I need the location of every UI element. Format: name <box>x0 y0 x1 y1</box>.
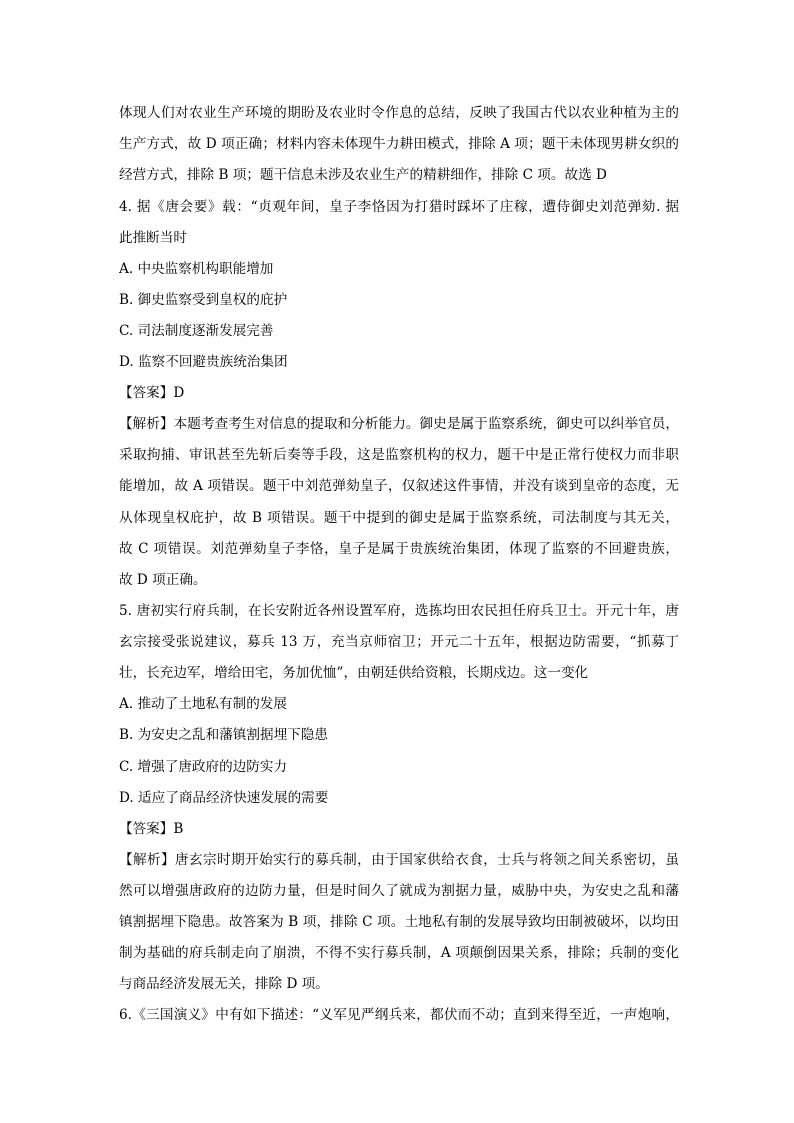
text-line: 体现人们对农业生产环境的期盼及农业时令作息的总结，反映了我国古代以农业种植为主的 <box>119 105 679 121</box>
analysis-text: 然可以增强唐政府的边防力量，但是时间久了就成为割据力量，威胁中央，为安史之乱和藩 <box>119 883 679 899</box>
option-c: C. 增强了唐政府的边防实力 <box>119 759 288 775</box>
analysis-text: 能增加，故 A 项错误。题干中刘范弹劾皇子，仅叙述这件事情，并没有谈到皇帝的态度，无 <box>119 478 679 494</box>
text-line: 生产方式，故 D 项正确；材料内容未体现牛力耕田模式，排除 A 项；题干未体现男耕女织的 <box>119 136 679 152</box>
option-a: A. 推动了土地私有制的发展 <box>119 696 287 712</box>
analysis-text: 镇割据埋下隐患。故答案为 B 项，排除 C 项。土地私有制的发展导致均田制被破坏，以均田 <box>119 914 679 930</box>
option-b: B. 御史监察受到皇权的庇护 <box>119 292 288 308</box>
analysis-text: 采取拘捕、审讯甚至先斩后奏等手段，这是监察机构的权力，题干中是正常行使权力而非职 <box>119 447 679 463</box>
question-4-stem: 4. 据《唐会要》载：“贞观年间，皇子李恪因为打猎时踩坏了庄稼，遭侍御史刘范弹劾. 据 <box>119 199 679 215</box>
option-d: D. 适应了商品经济快速发展的需要 <box>119 790 329 806</box>
option-c: C. 司法制度逐渐发展完善 <box>119 323 274 339</box>
answer-label: 【答案】B <box>119 821 184 837</box>
option-a: A. 中央监察机构职能增加 <box>119 261 274 277</box>
question-4-stem: 此推断当时 <box>119 230 187 246</box>
option-d: D. 监察不回避贵族统治集团 <box>119 354 288 370</box>
analysis-text: 从体现皇权庇护，故 B 项错误。题干中提到的御史是属于监察系统，司法制度与其无关， <box>119 510 679 526</box>
analysis-text: 【解析】唐玄宗时期开始实行的募兵制，由于国家供给衣食，士兵与将领之间关系密切，虽 <box>119 852 679 868</box>
question-5-stem: 壮，长充边军，增给田宅，务加优恤”，由朝廷供给资粮，长期戍边。这一变化 <box>119 665 589 681</box>
answer-label: 【答案】D <box>119 385 185 401</box>
analysis-text: 故 C 项错误。刘范弹劾皇子李恪，皇子是属于贵族统治集团，体现了监察的不回避贵族， <box>119 541 679 557</box>
question-6-stem: 6.《三国演义》中有如下描述：“义军见严纲兵来，都伏而不动；直到来得至近，一声炮响， <box>119 1007 679 1023</box>
analysis-text: 故 D 项正确。 <box>119 572 207 588</box>
analysis-text: 制为基础的府兵制走向了崩溃，不得不实行募兵制，A 项颠倒因果关系，排除；兵制的变化 <box>119 945 679 961</box>
analysis-text: 与商品经济发展无关，排除 D 项。 <box>119 976 329 992</box>
text-line: 经营方式，排除 B 项；题干信息未涉及农业生产的精耕细作，排除 C 项。故选 D <box>119 167 607 183</box>
question-5-stem: 玄宗接受张说建议，募兵 13 万，充当京师宿卫；开元二十五年，根据边防需要，“抓募丁 <box>119 634 679 650</box>
analysis-text: 【解析】本题考查考生对信息的提取和分析能力。御史是属于监察系统，御史可以纠举官员， <box>119 416 679 432</box>
question-5-stem: 5. 唐初实行府兵制，在长安附近各州设置军府，选拣均田农民担任府兵卫士。开元十年，唐 <box>119 603 679 619</box>
option-b: B. 为安史之乱和藩镇割据埋下隐患 <box>119 727 328 743</box>
